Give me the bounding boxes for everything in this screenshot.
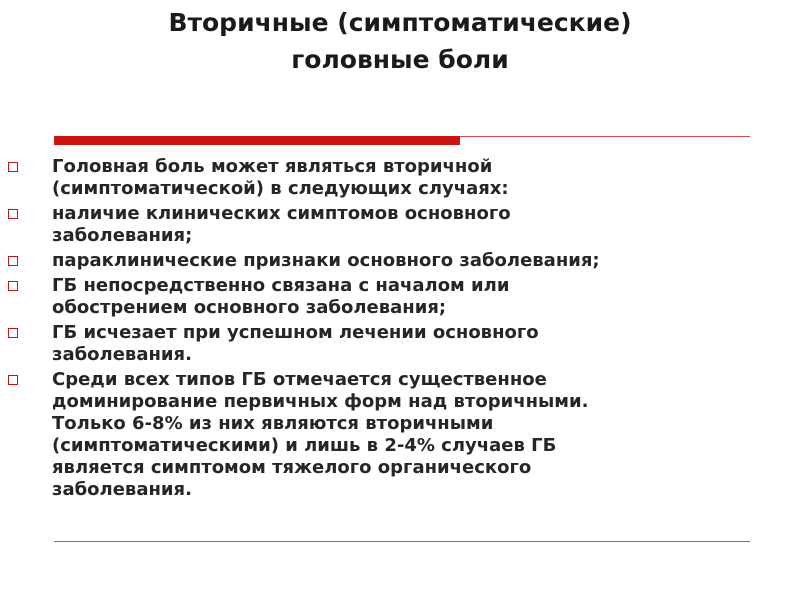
hollow-square-bullet-icon — [8, 281, 18, 291]
hollow-square-bullet-icon — [8, 162, 18, 172]
bullet-item — [8, 322, 788, 366]
bullet-list — [8, 156, 788, 504]
bottom-divider — [54, 541, 750, 542]
slide-title-line-2: головные боли — [291, 45, 509, 74]
bullet-line: наличие клинических симптомов основного — [52, 203, 511, 224]
top-divider-accent-bar — [54, 136, 460, 145]
bullet-item — [8, 250, 788, 272]
bullet-item — [8, 369, 788, 501]
bullet-item — [8, 156, 788, 200]
bullet-line: Только 6-8% из них являются вторичными — [52, 413, 494, 434]
bullet-line: (симптоматическими) и лишь в 2-4% случаев ГБ — [52, 435, 557, 456]
slide-title-line-1: Вторичные (симптоматические) — [168, 8, 632, 37]
bullet-line: доминирование первичных форм над вторичными. — [52, 391, 589, 412]
bullet-line: ГБ непосредственно связана с началом или — [52, 275, 510, 296]
hollow-square-bullet-icon — [8, 209, 18, 219]
slide-title — [60, 4, 740, 78]
bullet-line: (симптоматической) в следующих случаях: — [52, 178, 509, 199]
hollow-square-bullet-icon — [8, 256, 18, 266]
bullet-item — [8, 203, 788, 247]
bullet-line: Головная боль может являться вторичной — [52, 156, 493, 177]
bullet-line: заболевания; — [52, 225, 193, 246]
bullet-line: заболевания. — [52, 479, 192, 500]
hollow-square-bullet-icon — [8, 328, 18, 338]
bullet-item — [8, 275, 788, 319]
bullet-line: заболевания. — [52, 344, 192, 365]
bullet-line: ГБ исчезает при успешном лечении основного — [52, 322, 539, 343]
bullet-line: обострением основного заболевания; — [52, 297, 447, 318]
bullet-line: параклинические признаки основного заболевания; — [52, 250, 600, 271]
bullet-line: является симптомом тяжелого органического — [52, 457, 532, 478]
hollow-square-bullet-icon — [8, 375, 18, 385]
bullet-line: Среди всех типов ГБ отмечается существенное — [52, 369, 547, 390]
